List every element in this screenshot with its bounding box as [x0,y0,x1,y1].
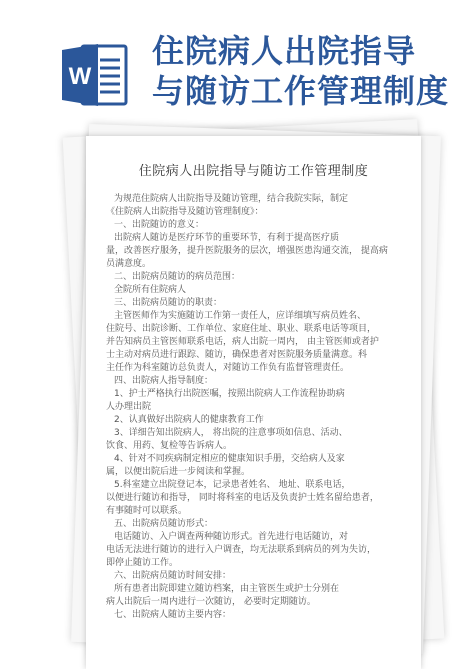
paragraph-line: 全院所有住院病人 [114,285,187,295]
paragraph-line: 2、认真做好出院病人的健康教育工作 [114,415,264,425]
document-page [86,136,421,669]
paragraph-line: 为规范住院病人出院指导及随访管理，结合我院实际，制定 [114,194,349,204]
paragraph-line: 士主动对病员进行跟踪、随访，确保患者对医院服务质量满意。科 [106,350,368,360]
paragraph-line: 主管医师作为实施随访工作第一责任人，应详细填写病员姓名、 [114,311,367,321]
banner-title-line-2: 与随访工作管理制度 [152,72,450,110]
section-heading: 五、出院病员随访形式： [114,519,214,529]
paragraph-line: 即停止随访工作。 [106,558,179,568]
paragraph-line: 病人出院后一周内进行一次随访， 必要时定期随访。 [106,597,316,607]
paragraph-line: 电话无法进行随访的进行入户调查，均无法联系到病员的列为失访， [106,545,377,555]
section-heading: 三、出院病员随访的职责： [114,298,223,308]
paragraph-line: 属，以便出院后进一步阅读和掌握。 [106,467,251,477]
paragraph-line: 电话随访、入户调查两种随访形式。首先进行电话随访，对 [114,532,349,542]
header-banner [0,0,474,118]
word-document-icon [60,42,130,108]
paragraph-line: 出院病人随访是医疗环节的重要环节，有利于提高医疗质 [114,233,340,243]
section-heading: 七、出院病人随访主要内容： [114,610,232,620]
paragraph-line: 1、护士严格执行出院医嘱，按照出院病人工作流程协助病 [114,389,345,399]
paragraph-line: 所有患者出院即建立随访档案，由主管医生或护士分别在 [114,584,340,594]
paragraph-line: 《住院病人出院指导及随访管理制度》： [106,207,264,217]
paragraph-line: 量，改善医疗服务，提升医院服务的层次，增强医患沟通交流， 提高病 [106,246,388,256]
section-heading: 六、出院病员随访时间安排： [114,571,232,581]
paragraph-line: 住院号、出院诊断、工作单位、家庭住址、职业、联系电话等项目， [106,324,377,334]
paragraph-line: 人办理出院 [106,402,152,412]
paragraph-line: 有事随时可以联系。 [106,506,188,516]
section-heading: 一、出院随访的意义： [114,220,205,230]
section-heading: 四、出院病人指导制度： [114,376,214,386]
word-icon-letter: W [68,63,92,90]
paragraph-line: 以便进行随访和指导， 同时将科室的电话及负责护士姓名留给患者， [106,493,379,503]
document-title: 住院病人出院指导与随访工作管理制度 [138,164,369,179]
paragraph-line: 饮食、用药、复检等告诉病人。 [106,441,233,451]
banner-title-line-1: 住院病人出院指导 [152,32,417,70]
section-heading: 二、出院病员随访的病员范围： [114,272,241,282]
paragraph-line: 4、针对不同疾病制定相应的健康知识手册，交给病人及家 [114,454,345,464]
paragraph-line: 主任作为科室随访总负责人，对随访工作负有监督管理责任。 [106,363,350,373]
paragraph-line: 3、详细告知出院病人， 将出院的注意事项如信息、活动、 [114,428,348,438]
paragraph-line: 5.科室建立出院登记本，记录患者姓名、 地址、联系电话， [114,480,351,490]
paragraph-line: 员满意度。 [106,259,152,269]
paragraph-line: 并告知病员主管医师联系电话，病人出院一周内， 由主管医师或者护 [106,337,379,347]
